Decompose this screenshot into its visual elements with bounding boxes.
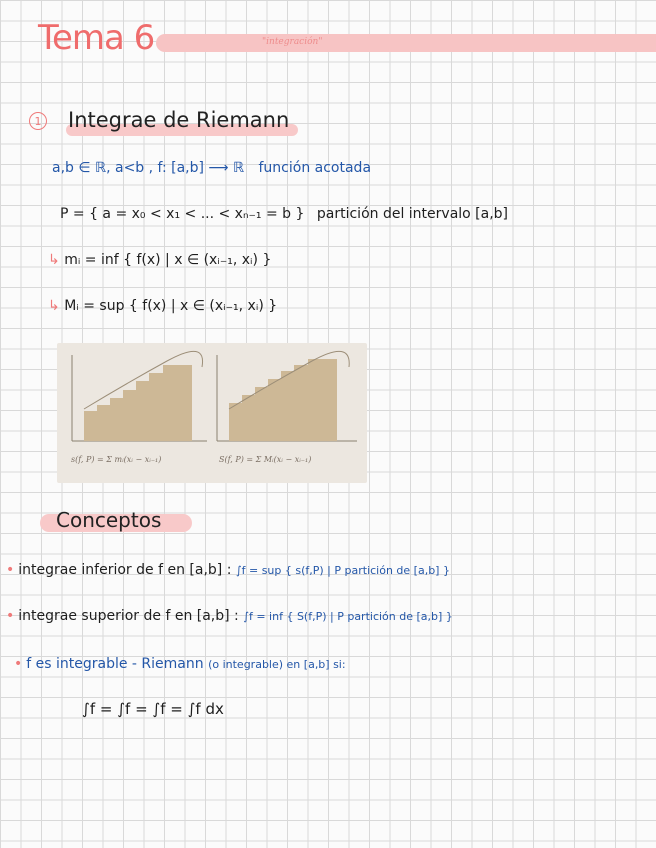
conceptos-heading: Conceptos xyxy=(56,508,162,532)
bullet-text: integrae superior de f en [a,b] : xyxy=(18,608,239,624)
arrow-icon: ↳ xyxy=(48,252,60,268)
bullet-lower-integral xyxy=(6,562,450,578)
bounded-function-text: función acotada xyxy=(258,160,372,176)
upper-sum-caption: S(f, P) = Σ Mᵢ(xᵢ − xᵢ₋₁) xyxy=(219,455,312,464)
bullet-definition: ∫f = sup { s(f,P) | P partición de [a,b] } xyxy=(235,564,450,577)
bullet-upper-integral xyxy=(6,608,453,624)
partition-text: P = { a = x₀ < x₁ < ... < xₙ₋₁ = b } xyxy=(60,206,305,222)
bullet-icon: • xyxy=(14,656,23,672)
inf-line xyxy=(48,252,271,268)
page-title: Tema 6 xyxy=(38,18,155,58)
inf-text: mᵢ = inf { f(x) | x ∈ (xᵢ₋₁, xᵢ) } xyxy=(64,252,272,268)
riemann-sums-figure xyxy=(57,343,367,483)
bullet-icon: • xyxy=(6,608,15,624)
page-subtitle: "integración" xyxy=(262,37,323,47)
domain-text: a,b ∈ ℝ, a<b , f: [a,b] ⟶ ℝ xyxy=(52,160,245,176)
integrability-equation: ∫f = ∫f = ∫f = ∫f dx xyxy=(82,700,224,718)
bullet-text: f es integrable - Riemann xyxy=(26,656,204,672)
bullet-icon: • xyxy=(6,562,15,578)
title-highlight xyxy=(156,34,656,52)
sup-text: Mᵢ = sup { f(x) | x ∈ (xᵢ₋₁, xᵢ) } xyxy=(64,298,278,314)
bullet-definition: (o integrable) en [a,b] si: xyxy=(208,658,346,671)
lower-sum-caption: s(f, P) = Σ mᵢ(xᵢ − xᵢ₋₁) xyxy=(71,455,162,464)
bullet-integrable xyxy=(14,656,346,672)
partition-desc: partición del intervalo [a,b] xyxy=(316,206,509,222)
bullet-text: integrae inferior de f en [a,b] : xyxy=(18,562,232,578)
arrow-icon: ↳ xyxy=(48,298,60,314)
bullet-definition: ∫f = inf { S(f,P) | P partición de [a,b] } xyxy=(243,610,453,623)
definition-line-1 xyxy=(52,160,371,176)
section-number: 1 xyxy=(29,112,47,130)
definition-line-2 xyxy=(60,206,508,222)
section-heading: Integrae de Riemann xyxy=(68,108,290,132)
sup-line xyxy=(48,298,277,314)
